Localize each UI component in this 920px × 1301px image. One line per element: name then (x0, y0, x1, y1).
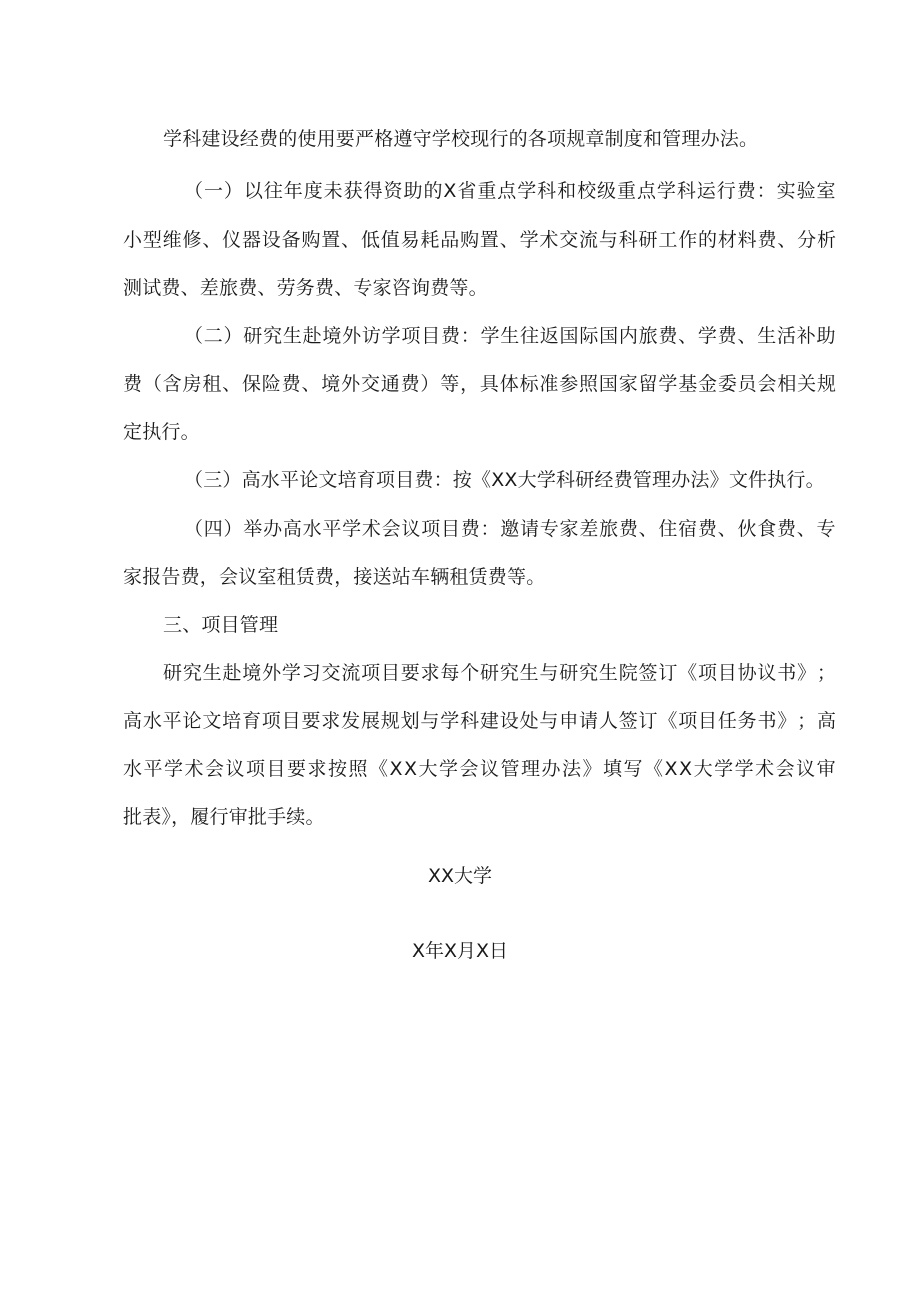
paragraph-text: 测试费、差旅费、劳务费、专家咨询费等。 (123, 277, 488, 299)
signature-organization: XX大学 (427, 865, 493, 887)
paragraph-text: （ 一 ） 以 往 年 度 未 获 得 资 助 的 X 省 重 点 学 科 和 校 级 重 点 学 科 运 行 费 ： 实 验 室 (184, 180, 836, 202)
paragraph-text: 费 （ 含 房 租 、 保 险 费 、 境 外 交 通 费 ） 等 ， 具 体 标 准 参 照 国 家 留 学 基 金 委 员 会 相 关 规 (123, 373, 836, 395)
paragraph-text: （ 四 ） 举 办 高 水 平 学 术 会 议 项 目 费 ： 邀 请 专 家 差 旅 费 、 住 宿 费 、 伙 食 费 、 专 (184, 518, 836, 540)
paragraph-text: 定执行。 (123, 421, 200, 443)
paragraph-text: 高 水 平 论 文 培 育 项 目 要 求 发 展 规 划 与 学 科 建 设 处 与 申 请 人 签 订 《 项 目 任 务 书 》 ； 高 (123, 710, 836, 732)
paragraph-text: 学科建设经费的使用要严格遵守学校现行的各项规章制度和管理办法。 (163, 128, 759, 150)
paragraph-text: 家报告费，会议室租赁费，接送站车辆租赁费等。 (123, 566, 546, 588)
paragraph-text: 批表》，履行审批手续。 (123, 806, 325, 828)
paragraph-text: 研 究 生 赴 境 外 学 习 交 流 项 目 要 求 每 个 研 究 生 与 研 究 生 院 签 订 《 项 目 协 议 书 》 ； (163, 662, 836, 684)
section-heading: 三、项目管理 (163, 614, 279, 636)
paragraph-text: （ 二 ） 研 究 生 赴 境 外 访 学 项 目 费 ： 学 生 往 返 国 际 国 内 旅 费 、 学 费 、 生 活 补 助 (184, 325, 836, 347)
paragraph-text: 水 平 学 术 会 议 项 目 要 求 按 照 《 X X 大 学 会 议 管 理 办 法 》 填 写 《 X X 大 学 学 术 会 议 审 (123, 758, 836, 780)
paragraph-text: 小 型 维 修 、 仪 器 设 备 购 置 、 低 值 易 耗 品 购 置 、 学 术 交 流 与 科 研 工 作 的 材 料 费 、 分 析 (123, 229, 836, 251)
signature-date: X年X月X日 (411, 940, 509, 962)
paragraph-text: （三）高水平论文培育项目费：按《XX大学科研经费管理办法》文件执行。 (184, 469, 825, 491)
